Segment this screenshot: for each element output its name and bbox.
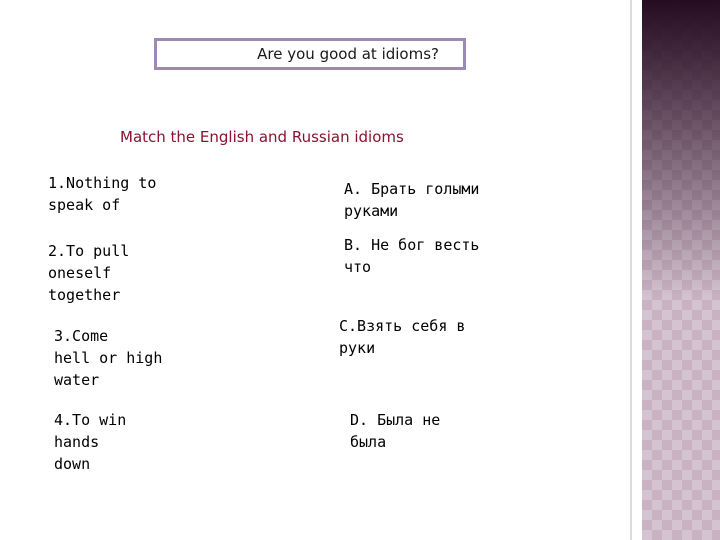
russian-idiom-d: D. Была не была	[350, 411, 441, 451]
english-idiom-3: 3.Come hell or high water	[54, 327, 163, 389]
english-idiom-1: 1.Nothing to speak of	[48, 174, 157, 214]
russian-idiom-c: C.Взять себя в руки	[339, 317, 466, 357]
english-idiom-4: 4.To win hands down	[54, 411, 127, 473]
russian-idiom-a: A. Брать голыми руками	[344, 180, 480, 220]
slide-subtitle: Match the English and Russian idioms	[120, 128, 404, 146]
title-box	[154, 38, 466, 70]
side-divider	[630, 0, 632, 540]
decorative-side-band	[642, 0, 720, 540]
slide-title: Are you good at idioms?	[257, 45, 439, 63]
russian-idiom-b: B. Не бог весть что	[344, 236, 480, 276]
english-idiom-2: 2.To pull oneself together	[48, 242, 130, 304]
